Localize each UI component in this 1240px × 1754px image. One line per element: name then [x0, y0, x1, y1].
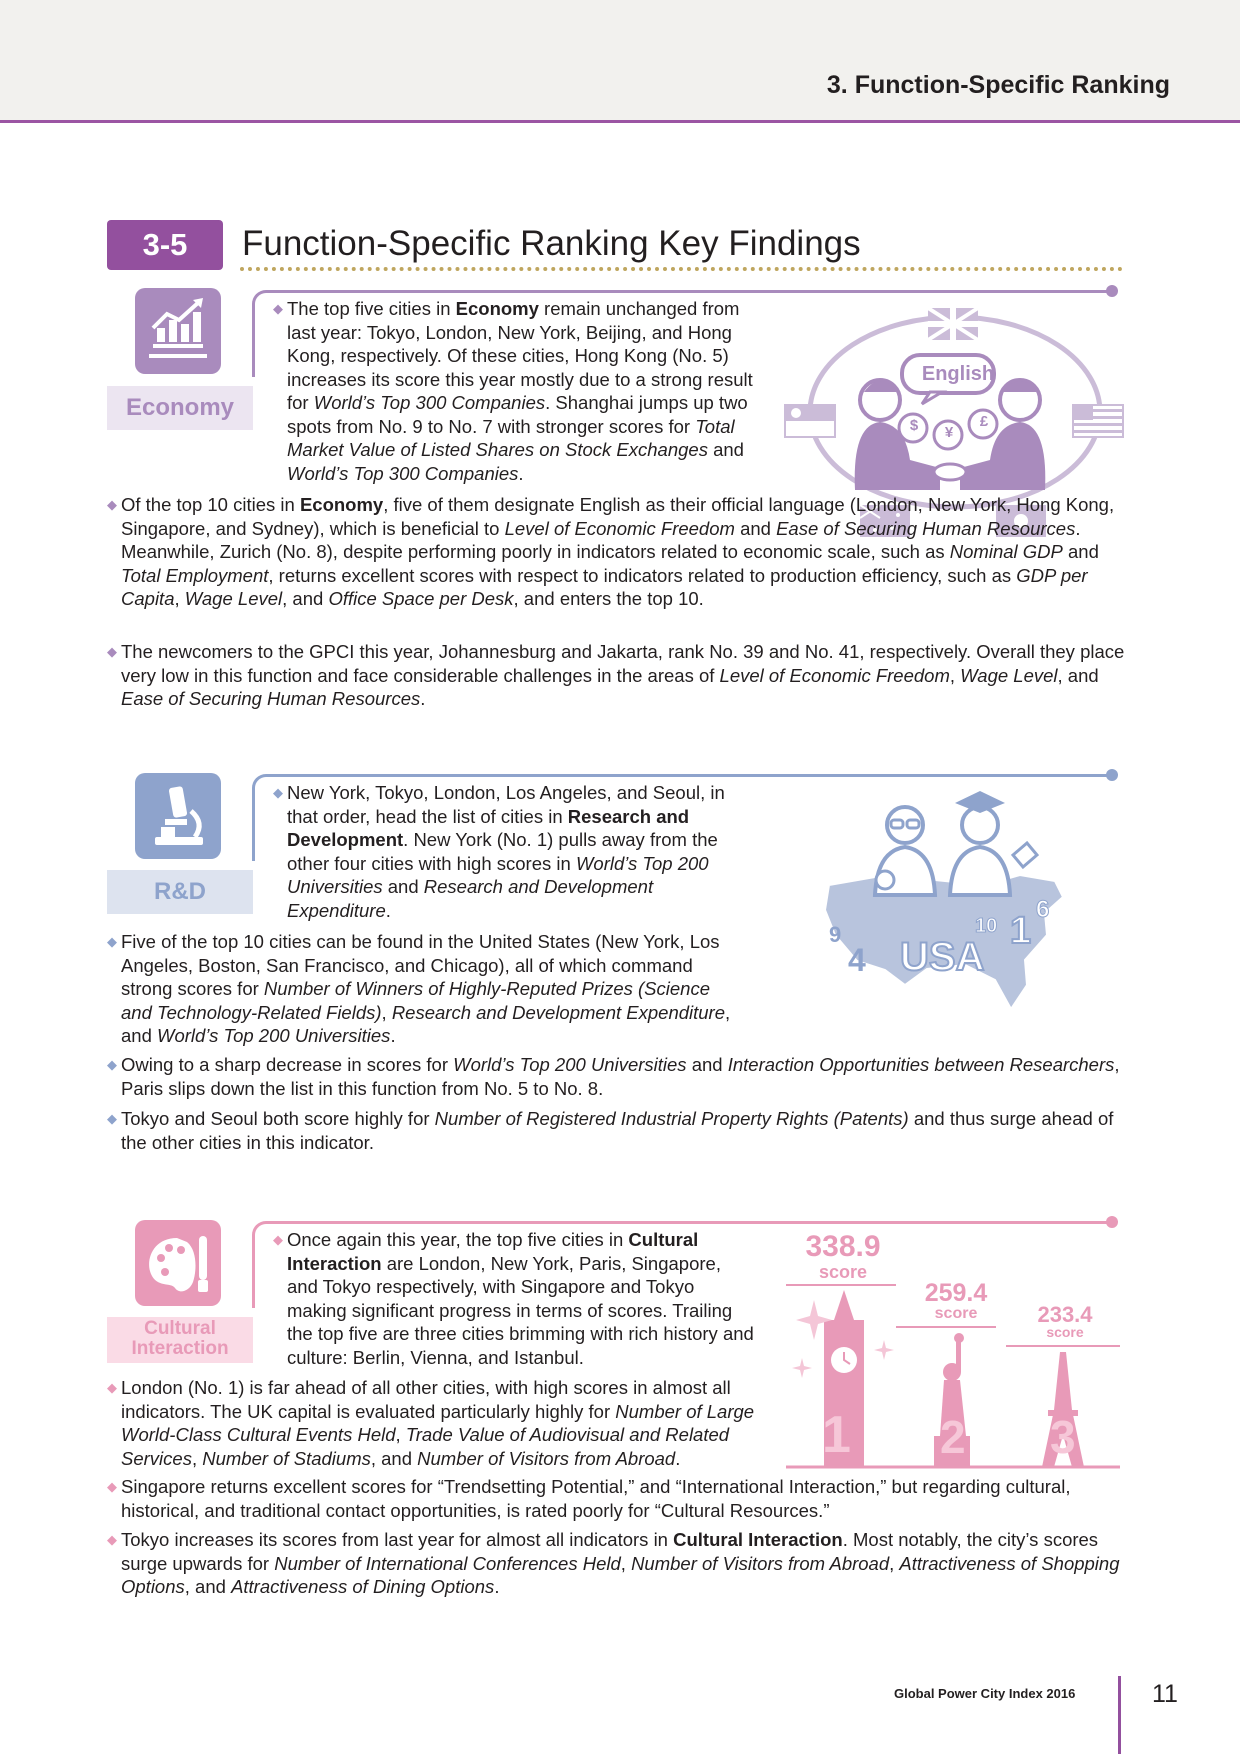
rd-finding-1: ◆ New York, Tokyo, London, Los Angeles, and Seoul, in that order, head the list of cities in Research and Development. New York (No. 1) pulls away from the other four cities with high scores in World’s Top 200 Universities and Research and Development Expenditure.: [273, 782, 725, 921]
paint-palette-icon: [135, 1220, 221, 1306]
rd-finding-3: ◆ Owing to a sharp decrease in scores for World’s Top 200 Universities and Interaction Opportunities between Researchers, Paris slips down the list in this function from No. 5 to No. 8.: [107, 1054, 1120, 1099]
page-number: 11: [1152, 1680, 1178, 1708]
rd-bracket-end: [1106, 769, 1118, 781]
economy-finding-1: ◆ The top five cities in Economy remain unchanged from last year: Tokyo, London, New York, Beijing, and Hong Kong, respectively. Of these cities, Hong Kong (No. 5) increases its score this year mostly due to a strong result for World’s Top 300 Companies. Shanghai jumps up two spots from No. 9 to No. 7 with stronger scores for Total Market Value of Listed Shares on Stock Exchanges and World’s Top 300 Companies.: [273, 298, 753, 484]
score-value-1: 338.9: [805, 1230, 881, 1263]
title-divider: [240, 267, 1123, 271]
singapore-flag-icon: [785, 405, 835, 437]
rank-label-4: 4: [848, 942, 866, 978]
economy-label: Economy: [107, 386, 253, 430]
culture-finding-2: ◆ London (No. 1) is far ahead of all other cities, with high scores in almost all indicators. The UK capital is evaluated particularly highly for Number of Large World-Class Cultural Events Held, Trade Value of Audiovisual and Related Services, Number of Stadiums, and Number of Visitors from Abroad.: [107, 1377, 755, 1469]
rank-number-1: 1: [822, 1406, 851, 1464]
cultural-interaction-label: Cultural Interaction: [107, 1317, 253, 1363]
rank-label-9: 9: [829, 922, 842, 947]
culture-finding-3: ◆ Singapore returns excellent scores for “Trendsetting Potential,” and “International Interaction,” but regarding cultural, historical, and traditional contact opportunities, is rated poorly for “Cultural Resources.”: [107, 1476, 1071, 1521]
rank-number-2: 2: [940, 1411, 966, 1463]
us-flag-icon: [1073, 405, 1123, 437]
rank-number-3: 3: [1050, 1411, 1076, 1463]
pound-coin-icon: £: [979, 413, 989, 430]
footer-publication-title: Global Power City Index 2016: [894, 1686, 1076, 1701]
bar-chart-growth-icon: [135, 288, 221, 374]
rd-finding-2: ◆ Five of the top 10 cities can be found in the United States (New York, Los Angeles, Boston, San Francisco, and Chicago), all of which command strong scores for Number of Winners of Highly-Reputed Prizes (Science and Technology-Related Fields), Research and Development Expenditure, and World’s Top 200 Universities.: [107, 931, 731, 1046]
culture-finding-4: ◆ Tokyo increases its scores from last year for almost all indicators in Cultural Interaction. Most notably, the city’s scores surge upwards for Number of International Conferences Held, Number of Visitors from Abroad, Attractiveness of Shopping Options, and Attractiveness of Dining Options.: [107, 1529, 1120, 1597]
page-title: Function-Specific Ranking Key Findings: [242, 224, 861, 263]
section-title: 3. Function-Specific Ranking: [826, 71, 1170, 99]
footer-divider: [1118, 1676, 1121, 1754]
dollar-coin-icon: $: [909, 417, 919, 434]
economy-bracket-end: [1106, 285, 1118, 297]
uk-flag-icon: [928, 308, 978, 340]
rank-label-10: 10: [975, 915, 998, 937]
microscope-icon: [135, 773, 221, 859]
yen-coin-icon: ¥: [944, 424, 954, 441]
culture-bracket-end: [1106, 1216, 1118, 1228]
section-badge: 3-5: [107, 220, 223, 270]
english-bubble-text: English: [921, 363, 995, 385]
page-header: [0, 0, 1240, 123]
economy-finding-3: ◆ The newcomers to the GPCI this year, Johannesburg and Jakarta, rank No. 39 and No. 41, respectively. Overall they place very low in this function and face considerable challenges in the areas of Level of Economic Freedom, Wage Level, and Ease of Securing Human Resources.: [107, 641, 1125, 709]
culture-finding-1: ◆ Once again this year, the top five cities in Cultural Interaction are London, New York, Paris, Singapore, and Tokyo respectively, with Singapore and Tokyo making significant progress in terms of scores. Trailing the top five are three cities brimming with rich history and culture: Berlin, Vienna, and Istanbul.: [273, 1229, 754, 1368]
rd-label: R&D: [107, 870, 253, 914]
score-value-3: 233.4: [1037, 1302, 1093, 1327]
usa-map-label: USA: [900, 935, 985, 979]
score-value-2: 259.4: [924, 1279, 988, 1307]
score-unit-1: score: [818, 1262, 868, 1282]
score-unit-2: score: [934, 1305, 978, 1322]
rank-label-6: 6: [1036, 896, 1050, 923]
score-unit-3: score: [1046, 1324, 1084, 1340]
rank-label-1: 1: [1010, 910, 1032, 952]
rd-finding-4: ◆ Tokyo and Seoul both score highly for Number of Registered Industrial Property Rights (Patents) and thus surge ahead of the other cities in this indicator.: [107, 1108, 1114, 1153]
economy-finding-2: ◆ Of the top 10 cities in Economy, five of them designate English as their official language (London, New York, Hong Kong, Singapore, and Sydney), which is beneficial to Level of Economic Freedom and Ease of Securing Human Resources. Meanwhile, Zurich (No. 8), despite performing poorly in indicators related to economic scale, such as Nominal GDP and Total Employment, returns excellent scores with respect to indicators related to production efficiency, such as GDP per Capita, Wage Level, and Office Space per Desk, and enters the top 10.: [107, 494, 1115, 609]
